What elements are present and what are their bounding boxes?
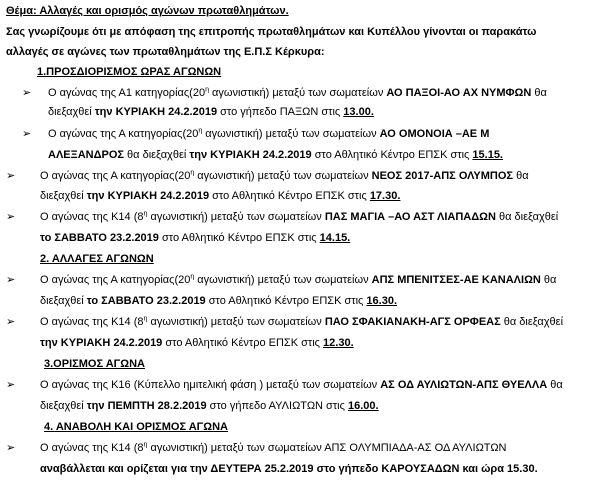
- section-heading: 3.ΟΡΙΣΜΟΣ ΑΓΩΝΑ: [44, 358, 145, 370]
- list-item-continuation: διεξαχθεί την ΚΥΡΙΑΚΗ 24.2.2019 στο γήπεδο ΠΑΞΩΝ στις 13.00.: [48, 106, 374, 118]
- section-heading: 1.ΠΡΟΣΔΙΟΡΙΣΜΟΣ ΩΡΑΣ ΑΓΩΝΩΝ: [37, 66, 222, 78]
- list-item: Ο αγώνας της Κ14 ($8^\eta$ αγωνιστική) μεταξύ των σωματείων ΠΑΟ ΣΦΑΚΙΑΝΑΚΗ-ΑΓΣ ΟΡΦΕΑΣ θα διεξαχθεί: [40, 315, 564, 328]
- section-heading: 4. ΑΝΑΒΟΛΗ ΚΑΙ ΟΡΙΣΜΟΣ ΑΓΩΝΑ: [44, 421, 228, 433]
- match-date: την ΚΥΡΙΑΚΗ 24.2.2019: [40, 337, 163, 349]
- arrow-bullet-icon: ➢: [6, 211, 16, 223]
- match-date: την ΚΥΡΙΑΚΗ 24.2.2019: [86, 190, 210, 202]
- list-item-continuation: διεξαχθεί το ΣΑΒΒΑΤΟ 23.2.2019 στο Αθλητικό Κέντρο ΕΠΣΚ στις 16.30.: [40, 295, 398, 307]
- list-item: Ο αγώνας της Α $\kappa\alpha\tau\eta\gamma o\rho ί\alpha\varsigma(20^\eta$ αγωνιστική) μεταξύ των σωματείων ΑΠΣ ΜΠΕΝΙΤΣΕΣ-ΑΕ ΚΑΝΑΛΙΩΝ θα: [40, 273, 557, 286]
- match-date: την ΠΕΜΠΤΗ 28.2.2019: [86, 400, 207, 412]
- match-date: την ΚΥΡΙΑΚΗ 24.2.2019: [94, 106, 218, 118]
- list-item: Ο αγώνας της Α1 $\kappa\alpha\tau\eta\gamma o\rho ί\alpha\varsigma(20^\eta$ αγωνιστική) μεταξύ των σωματείων ΑΟ ΠΑΞΟΙ-ΑΟ ΑΧ ΝΥΜΦΩΝ θα: [48, 86, 547, 99]
- arrow-bullet-icon: ➢: [6, 170, 16, 182]
- match-date: την ΚΥΡΙΑΚΗ 24.2.2019: [189, 149, 312, 161]
- team-names: ΠΑΟ ΣΦΑΚΙΑΝΑΚΗ-ΑΓΣ ΟΡΦΕΑΣ: [324, 316, 501, 328]
- list-item: Ο αγώνας της Κ16 (Κύπελλο ημιτελική φάση ) μεταξύ των σωματείων ΑΣ ΟΔ ΑΥΛΙΩΤΩΝ-ΑΠΣ ΘΥΕΛΛΑ θα: [40, 379, 563, 391]
- match-date: το ΣΑΒΒΑΤΟ 23.2.2019: [40, 232, 159, 244]
- list-item: Ο αγώνας της Α $\kappa\alpha\tau\eta\gamma o\rho ί\alpha\varsigma(20^\eta$ αγωνιστική) μεταξύ των σωματείων ΑΟ ΟΜΟΝΟΙΑ –ΑΕ Μ: [48, 127, 490, 140]
- arrow-bullet-icon: ➢: [6, 442, 16, 454]
- team-names: ΑΟ ΟΜΟΝΟΙΑ –ΑΕ Μ: [379, 128, 490, 140]
- intro-line-2: αλλαγές σε αγώνες των πρωταθλημάτων της Ε.Π.Σ Κέρκυρα:: [6, 46, 325, 58]
- team-names: ΑΣ ΟΔ ΑΥΛΙΩΤΩΝ-ΑΠΣ ΘΥΕΛΛΑ: [380, 379, 548, 391]
- arrow-bullet-icon: ➢: [22, 128, 32, 140]
- arrow-bullet-icon: ➢: [6, 274, 16, 286]
- match-time: 16.30.: [366, 295, 398, 307]
- list-item-continuation: την ΚΥΡΙΑΚΗ 24.2.2019 στο Αθλητικό Κέντρο ΕΠΣΚ στις 12.30.: [40, 337, 354, 349]
- match-time: 15.15.: [472, 149, 503, 161]
- match-time: 17.30.: [369, 190, 401, 202]
- list-item-continuation: διεξαχθεί την ΠΕΜΠΤΗ 28.2.2019 στο γήπεδο ΑΥΛΙΩΤΩΝ στις 16.00.: [40, 400, 379, 412]
- list-item: Ο αγώνας της Κ14 ($8^\eta$ αγωνιστική) μεταξύ των σωματείων ΠΑΣ ΜΑΓΙΑ –ΑΟ ΑΣΤ ΛΙΑΠΑΔΩΝ θα διεξαχθεί: [40, 210, 559, 223]
- arrow-bullet-icon: ➢: [6, 379, 16, 391]
- list-item: Ο αγώνας της Α $\kappa\alpha\tau\eta\gamma o\rho ί\alpha\varsigma(20^\eta$ αγωνιστική) μεταξύ των σωματείων ΝΕΟΣ 2017-ΑΠΣ ΟΛΥΜΠΟΣ θα: [40, 169, 529, 182]
- team-names: ΠΑΣ ΜΑΓΙΑ –ΑΟ ΑΣΤ ΛΙΑΠΑΔΩΝ: [324, 211, 496, 223]
- match-time: 16.00.: [347, 400, 379, 412]
- arrow-bullet-icon: ➢: [22, 87, 32, 99]
- arrow-bullet-icon: ➢: [6, 316, 16, 328]
- subject-line: Θέμα: Αλλαγές και ορισμός αγώνων πρωταθλημάτων.: [6, 5, 289, 17]
- match-time: 14.15.: [319, 232, 351, 244]
- list-item: Ο αγώνας της Κ14 ($8^\eta$ αγωνιστική) μεταξύ των σωματείων ΑΠΣ ΟΛΥΜΠΙΑΔΑ-ΑΣ ΟΔ ΑΥΛΙΩΤΩΝ: [40, 441, 507, 454]
- list-item-continuation: διεξαχθεί την ΚΥΡΙΑΚΗ 24.2.2019 στο Αθλητικό Κέντρο ΕΠΣΚ στις 17.30.: [40, 190, 401, 202]
- team-names: ΑΟ ΠΑΞΟΙ-ΑΟ ΑΧ ΝΥΜΦΩΝ: [386, 87, 532, 99]
- list-item-continuation: ΑΛΕΞΑΝΔΡΟΣ θα διεξαχθεί την ΚΥΡΙΑΚΗ 24.2.2019 στο Αθλητικό Κέντρο ΕΠΣΚ στις 15.15.: [48, 149, 503, 161]
- list-item-continuation: αναβάλλεται και ορίζεται για την ΔΕΥΤΕΡΑ 25.2.2019 στο γήπεδο ΚΑΡΟΥΣΑΔΩΝ και ώρα 15.30.: [40, 463, 538, 475]
- team-names: ΑΠΣ ΜΠΕΝΙΤΣΕΣ-ΑΕ ΚΑΝΑΛΙΩΝ: [371, 274, 541, 286]
- match-date: το ΣΑΒΒΑΤΟ 23.2.2019: [86, 295, 206, 307]
- team-names: ΑΛΕΞΑΝΔΡΟΣ: [48, 149, 124, 161]
- section-heading: 2. ΑΛΛΑΓΕΣ ΑΓΩΝΩΝ: [40, 253, 154, 265]
- intro-line-1: Σας γνωρίζουμε ότι με απόφαση της επιτροπής πρωταθλημάτων και Κυπέλλου γίνονται οι παρακάτω: [6, 26, 537, 38]
- list-item-continuation: το ΣΑΒΒΑΤΟ 23.2.2019 στο Αθλητικό Κέντρο ΕΠΣΚ στις 14.15.: [40, 232, 351, 244]
- match-time: 12.30.: [323, 337, 354, 349]
- team-names: ΝΕΟΣ 2017-ΑΠΣ ΟΛΥΜΠΟΣ: [371, 170, 514, 182]
- match-time: 13.00.: [343, 106, 374, 118]
